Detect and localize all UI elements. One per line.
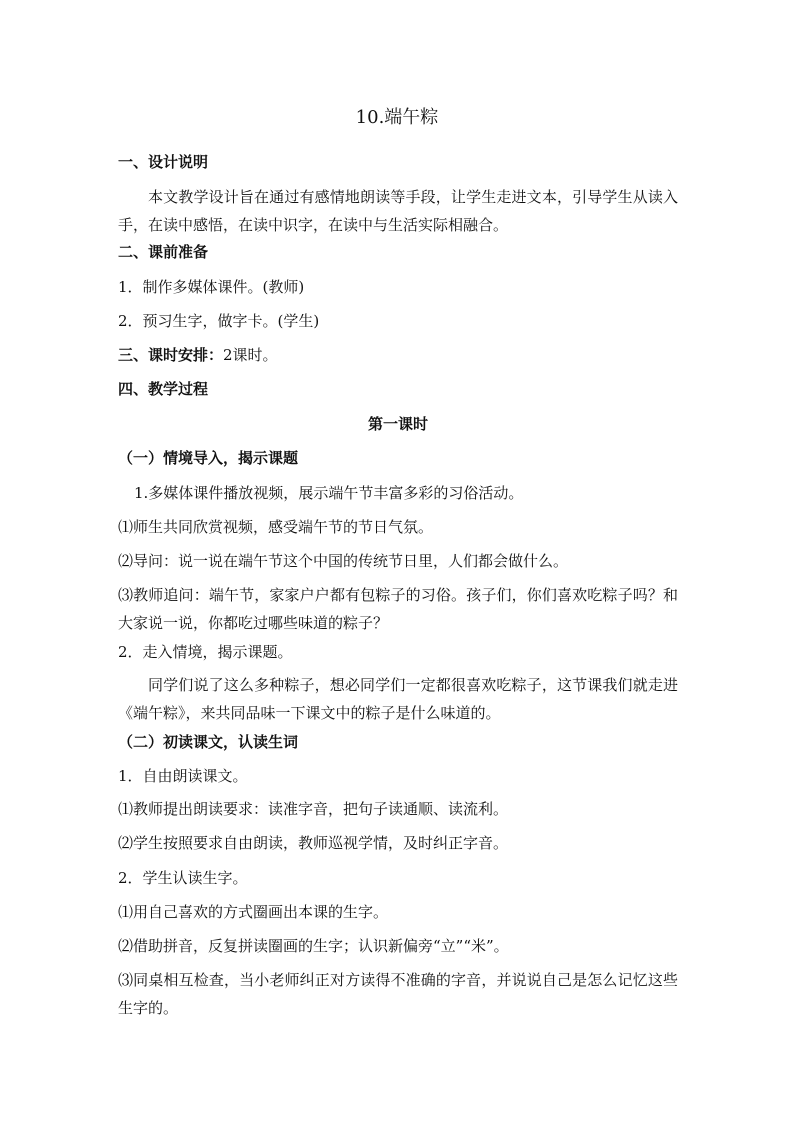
preparation-item-2: 2．预习生字，做字卡。(学生)	[118, 312, 320, 330]
design-paragraph: 本文教学设计旨在通过有感情地朗读等手段，让学生走进文本，引导学生从读入手，在读中感悟，在读中识字，在读中与生活实际相融合。	[118, 188, 678, 234]
schedule-line	[118, 345, 678, 365]
section-heading-schedule: 三、课时安排：	[118, 346, 224, 364]
part-2-sub-4: ⑵借助拼音，反复拼读圈画的生字；认识新偏旁“立”“米”。	[118, 937, 509, 955]
part-1-paragraph: 同学们说了这么多种粽子，想必同学们一定都很喜欢吃粽子，这节课我们就走进《端午粽》，来共同品味一下课文中的粽子是什么味道的。	[118, 676, 678, 722]
schedule-value: 2课时。	[223, 346, 278, 364]
section-heading-design: 一、设计说明	[118, 153, 209, 171]
part-2-heading: （二）初读课文，认读生词	[118, 733, 299, 751]
part-2-sub-2: ⑵学生按照要求自由朗读，教师巡视学情，及时纠正字音。	[118, 834, 509, 852]
part-2-sub-1: ⑴教师提出朗读要求：读准字音，把句子读通顺、读流利。	[118, 800, 509, 818]
part-1-heading: （一）情境导入，揭示课题	[118, 449, 299, 467]
part-2-item-2: 2．学生认读生字。	[118, 869, 248, 887]
document-title: 10.端午粽	[355, 107, 439, 128]
part-2-sub-3: ⑴用自己喜欢的方式圈画出本课的生字。	[118, 903, 389, 921]
lesson-1-heading: 第一课时	[367, 415, 428, 433]
section-heading-process: 四、教学过程	[118, 380, 209, 398]
part-1-sub-3: ⑶教师追问：端午节，家家户户都有包粽子的习俗。孩子们，你们喜欢吃粽子吗？和大家说一说，你都吃过哪些味道的粽子？	[118, 586, 678, 632]
part-1-sub-2: ⑵导问：说一说在端午节这个中国的传统节日里，人们都会做什么。	[118, 552, 569, 570]
part-1-sub-1: ⑴师生共同欣赏视频，感受端午节的节日气氛。	[118, 518, 434, 536]
section-heading-preparation: 二、课前准备	[118, 243, 209, 261]
part-1-item-1: 1.多媒体课件播放视频，展示端午节丰富多彩的习俗活动。	[134, 484, 524, 502]
part-1-item-2: 2．走入情境，揭示课题。	[118, 643, 293, 661]
part-2-item-1: 1．自由朗读课文。	[118, 767, 248, 785]
preparation-item-1: 1．制作多媒体课件。(教师)	[118, 278, 305, 296]
part-2-sub-5: ⑶同桌相互检查，当小老师纠正对方读得不准确的字音，并说说自己是怎么记忆这些生字的。	[118, 971, 678, 1017]
